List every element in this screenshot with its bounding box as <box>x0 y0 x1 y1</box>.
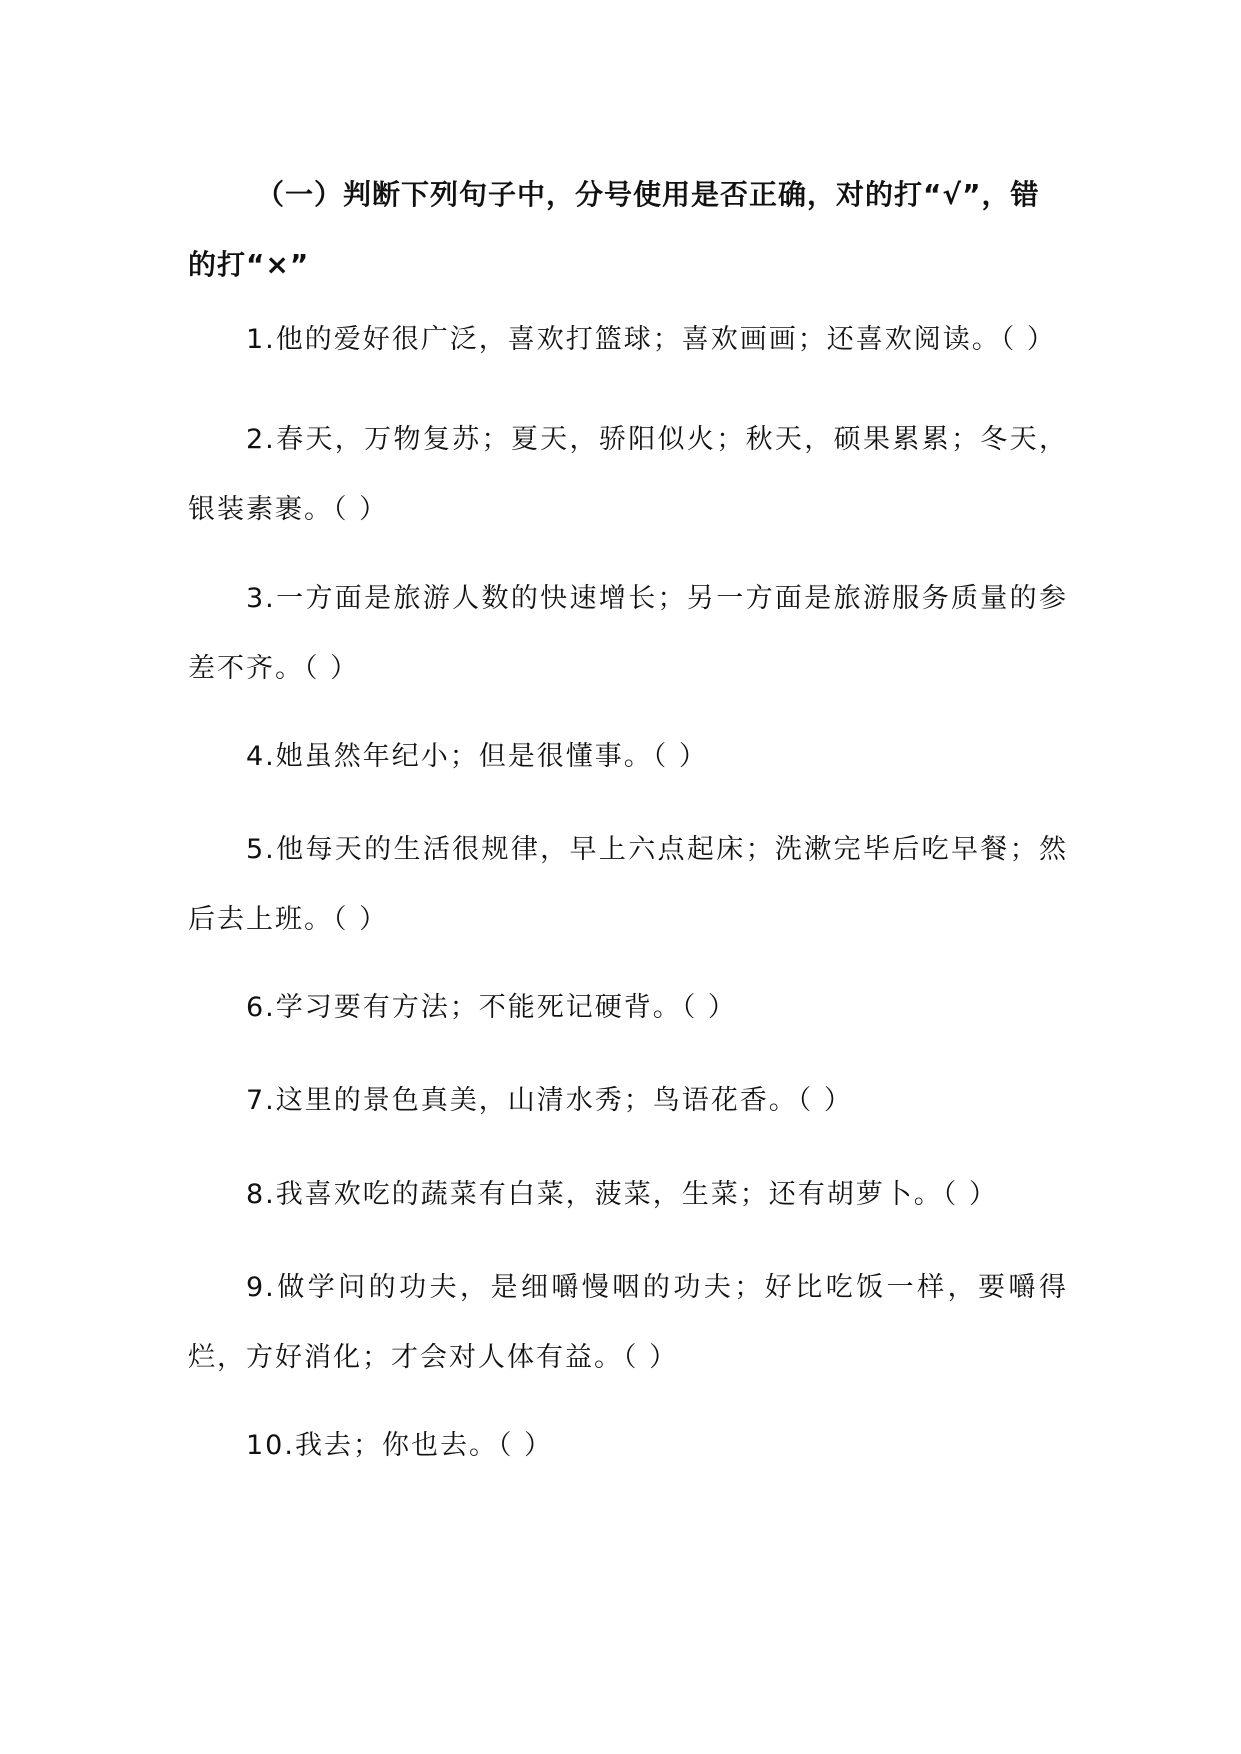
question-5: 5.他每天的生活很规律，早上六点起床；洗漱完毕后吃早餐；然后去上班。（ ） <box>188 834 1068 935</box>
exercise-heading: （一）判断下列句子中，分号使用是否正确，对的打“√”，错的打“×” <box>188 178 1040 281</box>
question-7: 7.这里的景色真美，山清水秀；鸟语花香。（ ） <box>246 1085 853 1116</box>
question-3: 3.一方面是旅游人数的快速增长；另一方面是旅游服务质量的参差不齐。（ ） <box>188 583 1068 684</box>
question-6: 6.学习要有方法；不能死记硬背。（ ） <box>246 992 737 1023</box>
question-1: 1.他的爱好很广泛，喜欢打篮球；喜欢画画；还喜欢阅读。（ ） <box>246 324 1056 355</box>
question-4: 4.她虽然年纪小；但是很懂事。（ ） <box>246 741 708 772</box>
question-9: 9.做学问的功夫，是细嚼慢咽的功夫；好比吃饭一样，要嚼得烂，方好消化；才会对人体有益。（ ） <box>188 1272 1068 1373</box>
question-10: 10.我去；你也去。（ ） <box>246 1430 554 1461</box>
question-8: 8.我喜欢吃的蔬菜有白菜，菠菜，生菜；还有胡萝卜。（ ） <box>246 1179 998 1210</box>
question-2: 2.春天，万物复苏；夏天，骄阳似火；秋天，硕果累累；冬天，银装素裹。（ ） <box>188 424 1068 525</box>
